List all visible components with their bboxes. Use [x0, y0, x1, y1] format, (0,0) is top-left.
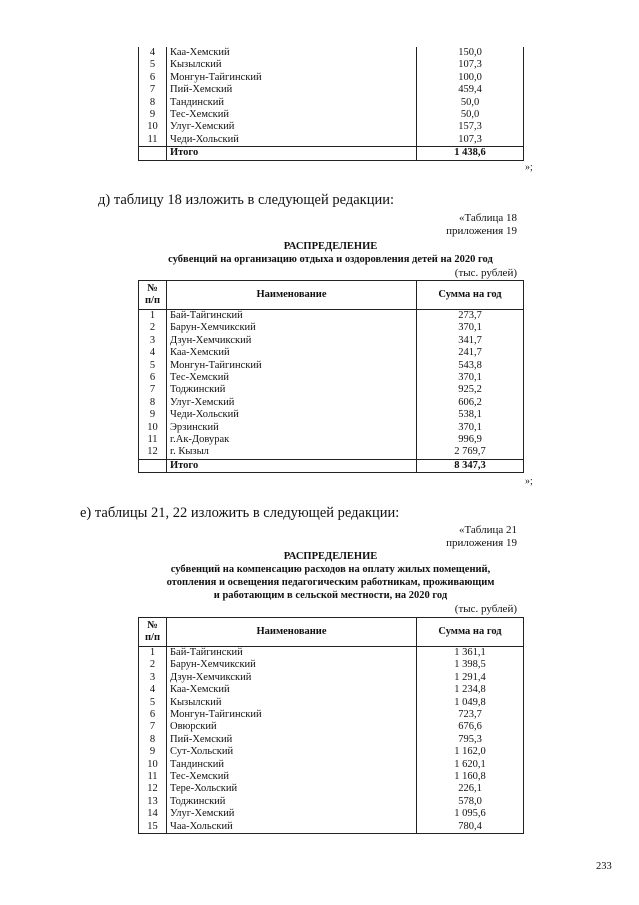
table18-col-no-line1: № [147, 282, 158, 294]
paragraph-e: е) таблицы 21, 22 изложить в следующей редакции: [80, 505, 400, 521]
row-name: Монгун-Тайгинский [167, 360, 417, 372]
top-table-body [139, 47, 524, 160]
row-sum: 543,8 [417, 360, 524, 372]
total-value: 1 438,6 [417, 147, 524, 160]
table21-body [139, 618, 524, 834]
row-number: 8 [139, 397, 167, 409]
row-name: Тес-Хемский [167, 372, 417, 384]
row-sum: 241,7 [417, 347, 524, 359]
table-row [139, 384, 524, 396]
row-sum: 157,3 [417, 121, 524, 133]
row-number: 7 [139, 721, 167, 733]
row-number: 4 [139, 47, 167, 59]
row-number: 1 [139, 647, 167, 660]
row-name: Чаа-Хольский [167, 821, 417, 834]
table-row [139, 335, 524, 347]
table-row [139, 783, 524, 795]
row-name: Тес-Хемский [167, 771, 417, 783]
row-sum: 1 049,8 [417, 697, 524, 709]
row-name: Чеди-Хольский [167, 134, 417, 147]
row-number: 12 [139, 446, 167, 459]
table21-col-no-line2: п/п [144, 632, 161, 643]
row-name: г.Ак-Довурак [167, 434, 417, 446]
table21-title: РАСПРЕДЕЛЕНИЕ [283, 551, 378, 562]
table18-body [139, 281, 524, 473]
page-number: 233 [596, 861, 612, 872]
row-sum: 100,0 [417, 72, 524, 84]
row-number: 15 [139, 821, 167, 834]
row-name: Кызылский [167, 697, 417, 709]
table-row [139, 121, 524, 133]
row-sum: 996,9 [417, 434, 524, 446]
table-row [139, 746, 524, 758]
top-table-total-row [139, 147, 524, 160]
row-name: Дзун-Хемчикский [167, 335, 417, 347]
row-number: 4 [139, 684, 167, 696]
row-sum: 1 291,4 [417, 672, 524, 684]
table18-header-row [139, 281, 524, 310]
table21-col-no [139, 618, 167, 647]
row-number: 10 [139, 422, 167, 434]
paragraph-d: д) таблицу 18 изложить в следующей редакции: [98, 192, 395, 208]
row-number: 14 [139, 808, 167, 820]
row-sum: 1 095,6 [417, 808, 524, 820]
table21-ref-line2: приложения 19 [446, 537, 517, 549]
row-number: 8 [139, 97, 167, 109]
table18-closing-quote: »; [525, 476, 533, 487]
row-name: Пий-Хемский [167, 734, 417, 746]
table-row [139, 72, 524, 84]
row-sum: 1 620,1 [417, 759, 524, 771]
row-name: Улуг-Хемский [167, 808, 417, 820]
row-number: 3 [139, 672, 167, 684]
row-sum: 538,1 [417, 409, 524, 421]
row-sum: 50,0 [417, 97, 524, 109]
row-sum: 341,7 [417, 335, 524, 347]
table21-subtitle-3: и работающим в сельской местности, на 2020 год [213, 590, 448, 601]
row-number: 5 [139, 697, 167, 709]
row-name: Сут-Хольский [167, 746, 417, 758]
row-number: 2 [139, 322, 167, 334]
row-name: Улуг-Хемский [167, 121, 417, 133]
table-row [139, 47, 524, 59]
total-label: Итого [167, 459, 417, 472]
table18-col-name: Наименование [167, 281, 417, 310]
row-number: 11 [139, 434, 167, 446]
total-empty-cell [139, 459, 167, 472]
table-row [139, 422, 524, 434]
row-sum: 578,0 [417, 796, 524, 808]
table18-title: РАСПРЕДЕЛЕНИЕ [283, 241, 378, 252]
row-name: Тере-Хольский [167, 783, 417, 795]
row-sum: 370,1 [417, 422, 524, 434]
row-sum: 370,1 [417, 372, 524, 384]
row-name: Монгун-Тайгинский [167, 709, 417, 721]
table-row [139, 721, 524, 733]
row-number: 2 [139, 659, 167, 671]
row-sum: 723,7 [417, 709, 524, 721]
row-number: 5 [139, 59, 167, 71]
row-sum: 1 160,8 [417, 771, 524, 783]
row-sum: 606,2 [417, 397, 524, 409]
row-sum: 459,4 [417, 84, 524, 96]
table-row [139, 647, 524, 660]
row-number: 9 [139, 409, 167, 421]
top-table [138, 47, 524, 161]
row-name: г. Кызыл [167, 446, 417, 459]
table-row [139, 796, 524, 808]
table21-subtitle-1: субвенций на компенсацию расходов на оплату жилых помещений, [170, 564, 491, 575]
row-sum: 107,3 [417, 59, 524, 71]
table21-header-row [139, 618, 524, 647]
table18-subtitle: субвенций на организацию отдыха и оздоровления детей на 2020 год [168, 254, 493, 265]
table-row [139, 97, 524, 109]
row-sum: 150,0 [417, 47, 524, 59]
row-number: 7 [139, 84, 167, 96]
row-number: 13 [139, 796, 167, 808]
row-name: Барун-Хемчикский [167, 659, 417, 671]
row-sum: 1 398,5 [417, 659, 524, 671]
table18-ref-line2: приложения 19 [446, 225, 517, 237]
row-number: 11 [139, 134, 167, 147]
row-number: 6 [139, 709, 167, 721]
table-row [139, 59, 524, 71]
row-sum: 780,4 [417, 821, 524, 834]
row-sum: 107,3 [417, 134, 524, 147]
table-row [139, 409, 524, 421]
table-row [139, 446, 524, 459]
row-sum: 676,6 [417, 721, 524, 733]
table21-col-sum: Сумма на год [417, 618, 524, 647]
table18-ref [446, 212, 517, 238]
table-row [139, 109, 524, 121]
row-sum: 1 162,0 [417, 746, 524, 758]
table18-ref-line1: «Таблица 18 [458, 212, 517, 224]
table-row [139, 672, 524, 684]
row-number: 10 [139, 759, 167, 771]
row-name: Каа-Хемский [167, 684, 417, 696]
table-row [139, 684, 524, 696]
table18-col-no [139, 281, 167, 310]
row-name: Тандинский [167, 97, 417, 109]
table21-col-name: Наименование [167, 618, 417, 647]
row-name: Пий-Хемский [167, 84, 417, 96]
row-name: Бай-Тайгинский [167, 647, 417, 660]
row-sum: 370,1 [417, 322, 524, 334]
row-name: Тоджинский [167, 796, 417, 808]
row-name: Чеди-Хольский [167, 409, 417, 421]
total-value: 8 347,3 [417, 459, 524, 472]
row-number: 3 [139, 335, 167, 347]
row-name: Тоджинский [167, 384, 417, 396]
table-row [139, 759, 524, 771]
row-sum: 1 234,8 [417, 684, 524, 696]
row-name: Овюрский [167, 721, 417, 733]
table-row [139, 659, 524, 671]
row-number: 6 [139, 72, 167, 84]
total-empty-cell [139, 147, 167, 160]
row-name: Кызылский [167, 59, 417, 71]
table-row [139, 360, 524, 372]
row-number: 9 [139, 746, 167, 758]
row-number: 6 [139, 372, 167, 384]
row-sum: 925,2 [417, 384, 524, 396]
row-sum: 795,3 [417, 734, 524, 746]
table-row [139, 84, 524, 96]
table21-units: (тыс. рублей) [454, 603, 517, 615]
row-sum: 1 361,1 [417, 647, 524, 660]
row-number: 12 [139, 783, 167, 795]
row-number: 10 [139, 121, 167, 133]
table21-subtitle-2: отопления и освещения педагогическим работникам, проживающим [166, 577, 495, 588]
row-number: 9 [139, 109, 167, 121]
row-name: Каа-Хемский [167, 347, 417, 359]
row-number: 7 [139, 384, 167, 396]
table-row [139, 347, 524, 359]
row-sum: 226,1 [417, 783, 524, 795]
table-row [139, 697, 524, 709]
row-name: Бай-Тайгинский [167, 310, 417, 323]
table21 [138, 617, 524, 834]
row-number: 8 [139, 734, 167, 746]
table-row [139, 734, 524, 746]
row-sum: 273,7 [417, 310, 524, 323]
table-row [139, 134, 524, 147]
top-table-closing-quote: »; [525, 162, 533, 173]
table18-col-no-line2: п/п [144, 295, 161, 306]
table21-ref-line1: «Таблица 21 [458, 524, 517, 536]
row-name: Каа-Хемский [167, 47, 417, 59]
table-row [139, 322, 524, 334]
row-name: Тандинский [167, 759, 417, 771]
row-name: Барун-Хемчикский [167, 322, 417, 334]
row-number: 1 [139, 310, 167, 323]
row-number: 4 [139, 347, 167, 359]
table-row [139, 372, 524, 384]
table-row [139, 821, 524, 834]
table-row [139, 397, 524, 409]
row-name: Тес-Хемский [167, 109, 417, 121]
row-number: 5 [139, 360, 167, 372]
table18-units: (тыс. рублей) [454, 267, 517, 279]
table21-col-no-line1: № [147, 619, 158, 631]
row-name: Монгун-Тайгинский [167, 72, 417, 84]
table-row [139, 808, 524, 820]
table-row [139, 709, 524, 721]
row-number: 11 [139, 771, 167, 783]
table21-ref [446, 524, 517, 550]
row-name: Улуг-Хемский [167, 397, 417, 409]
table18-total-row [139, 459, 524, 472]
row-name: Эрзинский [167, 422, 417, 434]
table-row [139, 434, 524, 446]
row-sum: 2 769,7 [417, 446, 524, 459]
table-row [139, 771, 524, 783]
row-name: Дзун-Хемчикский [167, 672, 417, 684]
row-sum: 50,0 [417, 109, 524, 121]
table-row [139, 310, 524, 323]
table18 [138, 280, 524, 473]
total-label: Итого [167, 147, 417, 160]
table18-col-sum: Сумма на год [417, 281, 524, 310]
